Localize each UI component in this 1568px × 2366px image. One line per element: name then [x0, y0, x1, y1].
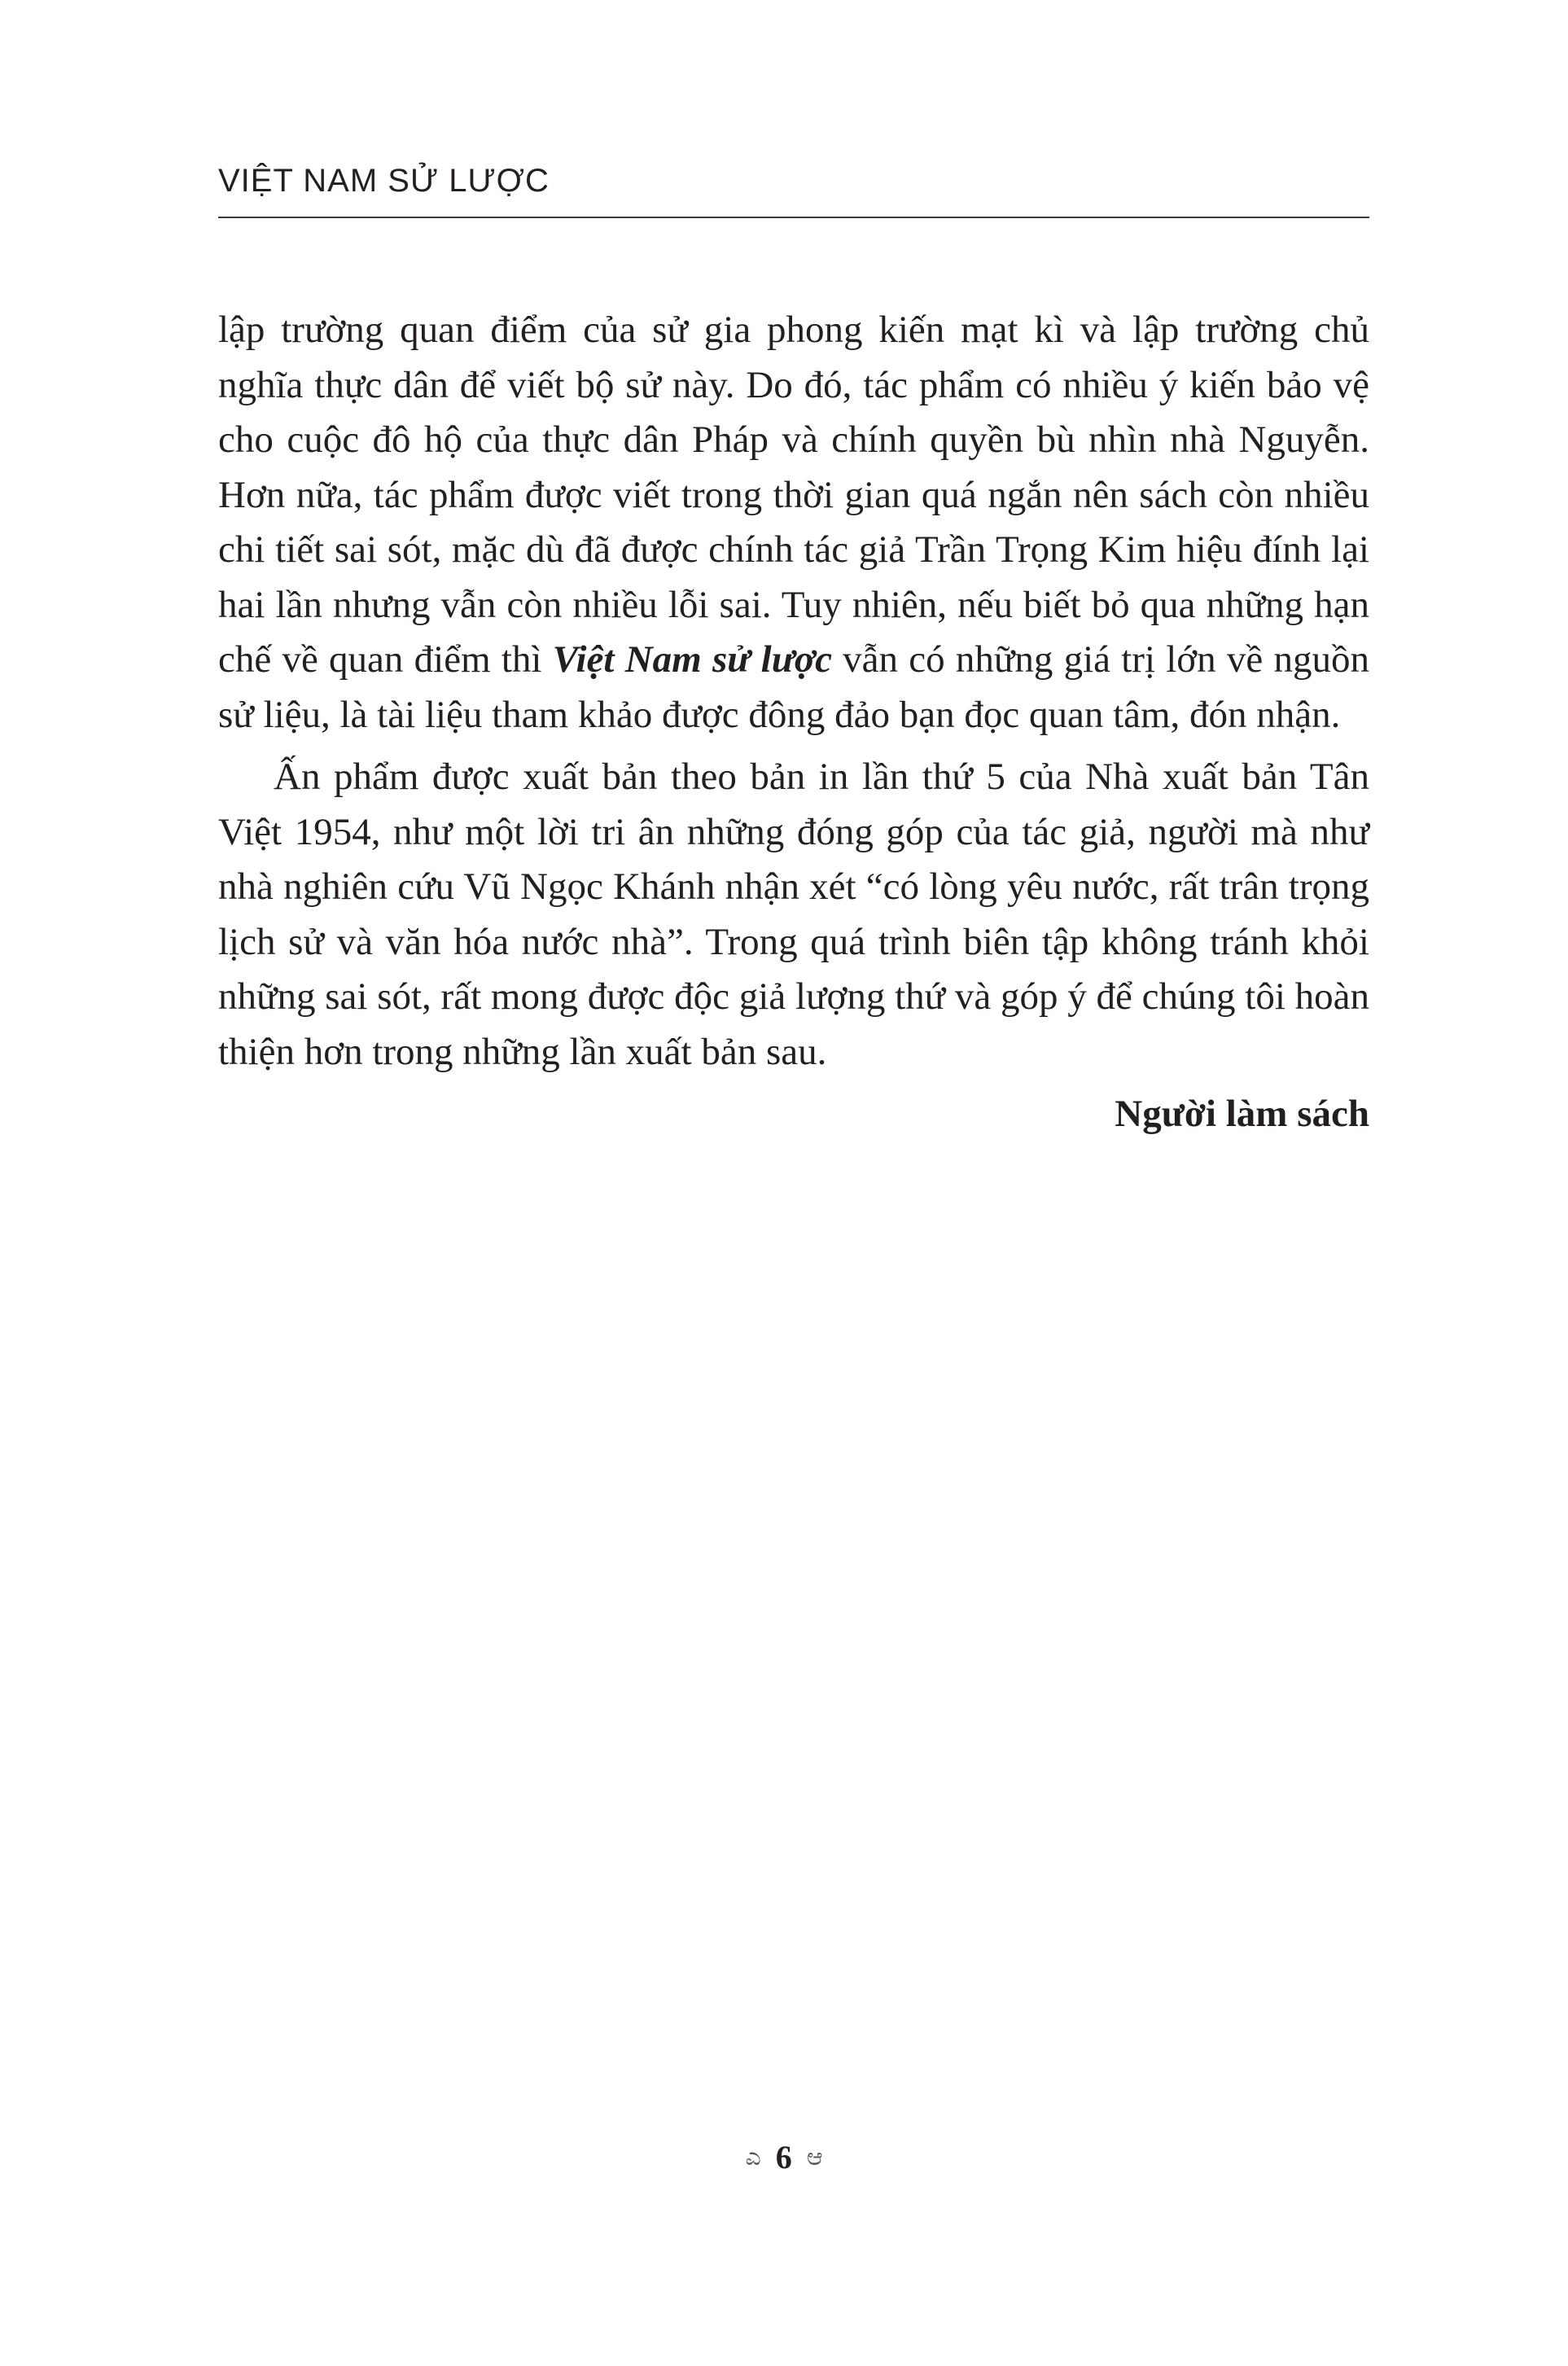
page-body — [218, 303, 1369, 1142]
header-divider — [218, 217, 1369, 218]
book-title-emphasis: Việt Nam sử lược — [552, 638, 832, 681]
scroll-ornament-right-icon: ಆ — [806, 2143, 823, 2171]
paragraph-1-text-start: lập trường quan điểm của sử gia phong kiến mạt kì và lập trường chủ nghĩa thực dân để viết bộ sử này. Do đó, tác phẩm có nhiều ý kiến bảo vệ cho cuộc đô hộ của thực dân Pháp và chính quyền bù nhìn nhà Nguyễn. Hơn nữa, tác phẩm được viết trong thời gian quá ngắn nên sách còn nhiều chi tiết sai sót, mặc dù đã được chính tác giả Trần Trọng Kim hiệu đính lại hai lần nhưng vẫn còn nhiều lỗi sai. Tuy nhiên, nếu biết bỏ qua những hạn chế về quan điểm thì — [218, 309, 1369, 681]
paragraph-2: Ấn phẩm được xuất bản theo bản in lần thứ 5 của Nhà xuất bản Tân Việt 1954, như một lời tri ân những đóng góp của tác giả, người mà như nhà nghiên cứu Vũ Ngọc Khánh nhận xét “có lòng yêu nước, rất trân trọng lịch sử và văn hóa nước nhà”. Trong quá trình biên tập không tránh khỏi những sai sót, rất mong được độc giả lượng thứ và góp ý để chúng tôi hoàn thiện hơn trong những lần xuất bản sau. — [218, 756, 1369, 1073]
page-number: 6 — [775, 2138, 792, 2175]
signature: Người làm sách — [1115, 1093, 1369, 1135]
running-header-title: VIỆT NAM SỬ LƯỢC — [218, 163, 550, 199]
paragraph-1-text-end: vẫn có những giá trị lớn về nguồn sử liệu, là tài liệu tham khảo được đông đảo bạn đọc quan tâm, đón nhận. — [218, 638, 1369, 736]
paragraph-1 — [218, 303, 1369, 743]
scroll-ornament-left-icon: ಎ — [745, 2143, 761, 2171]
page-footer — [0, 2135, 1568, 2177]
